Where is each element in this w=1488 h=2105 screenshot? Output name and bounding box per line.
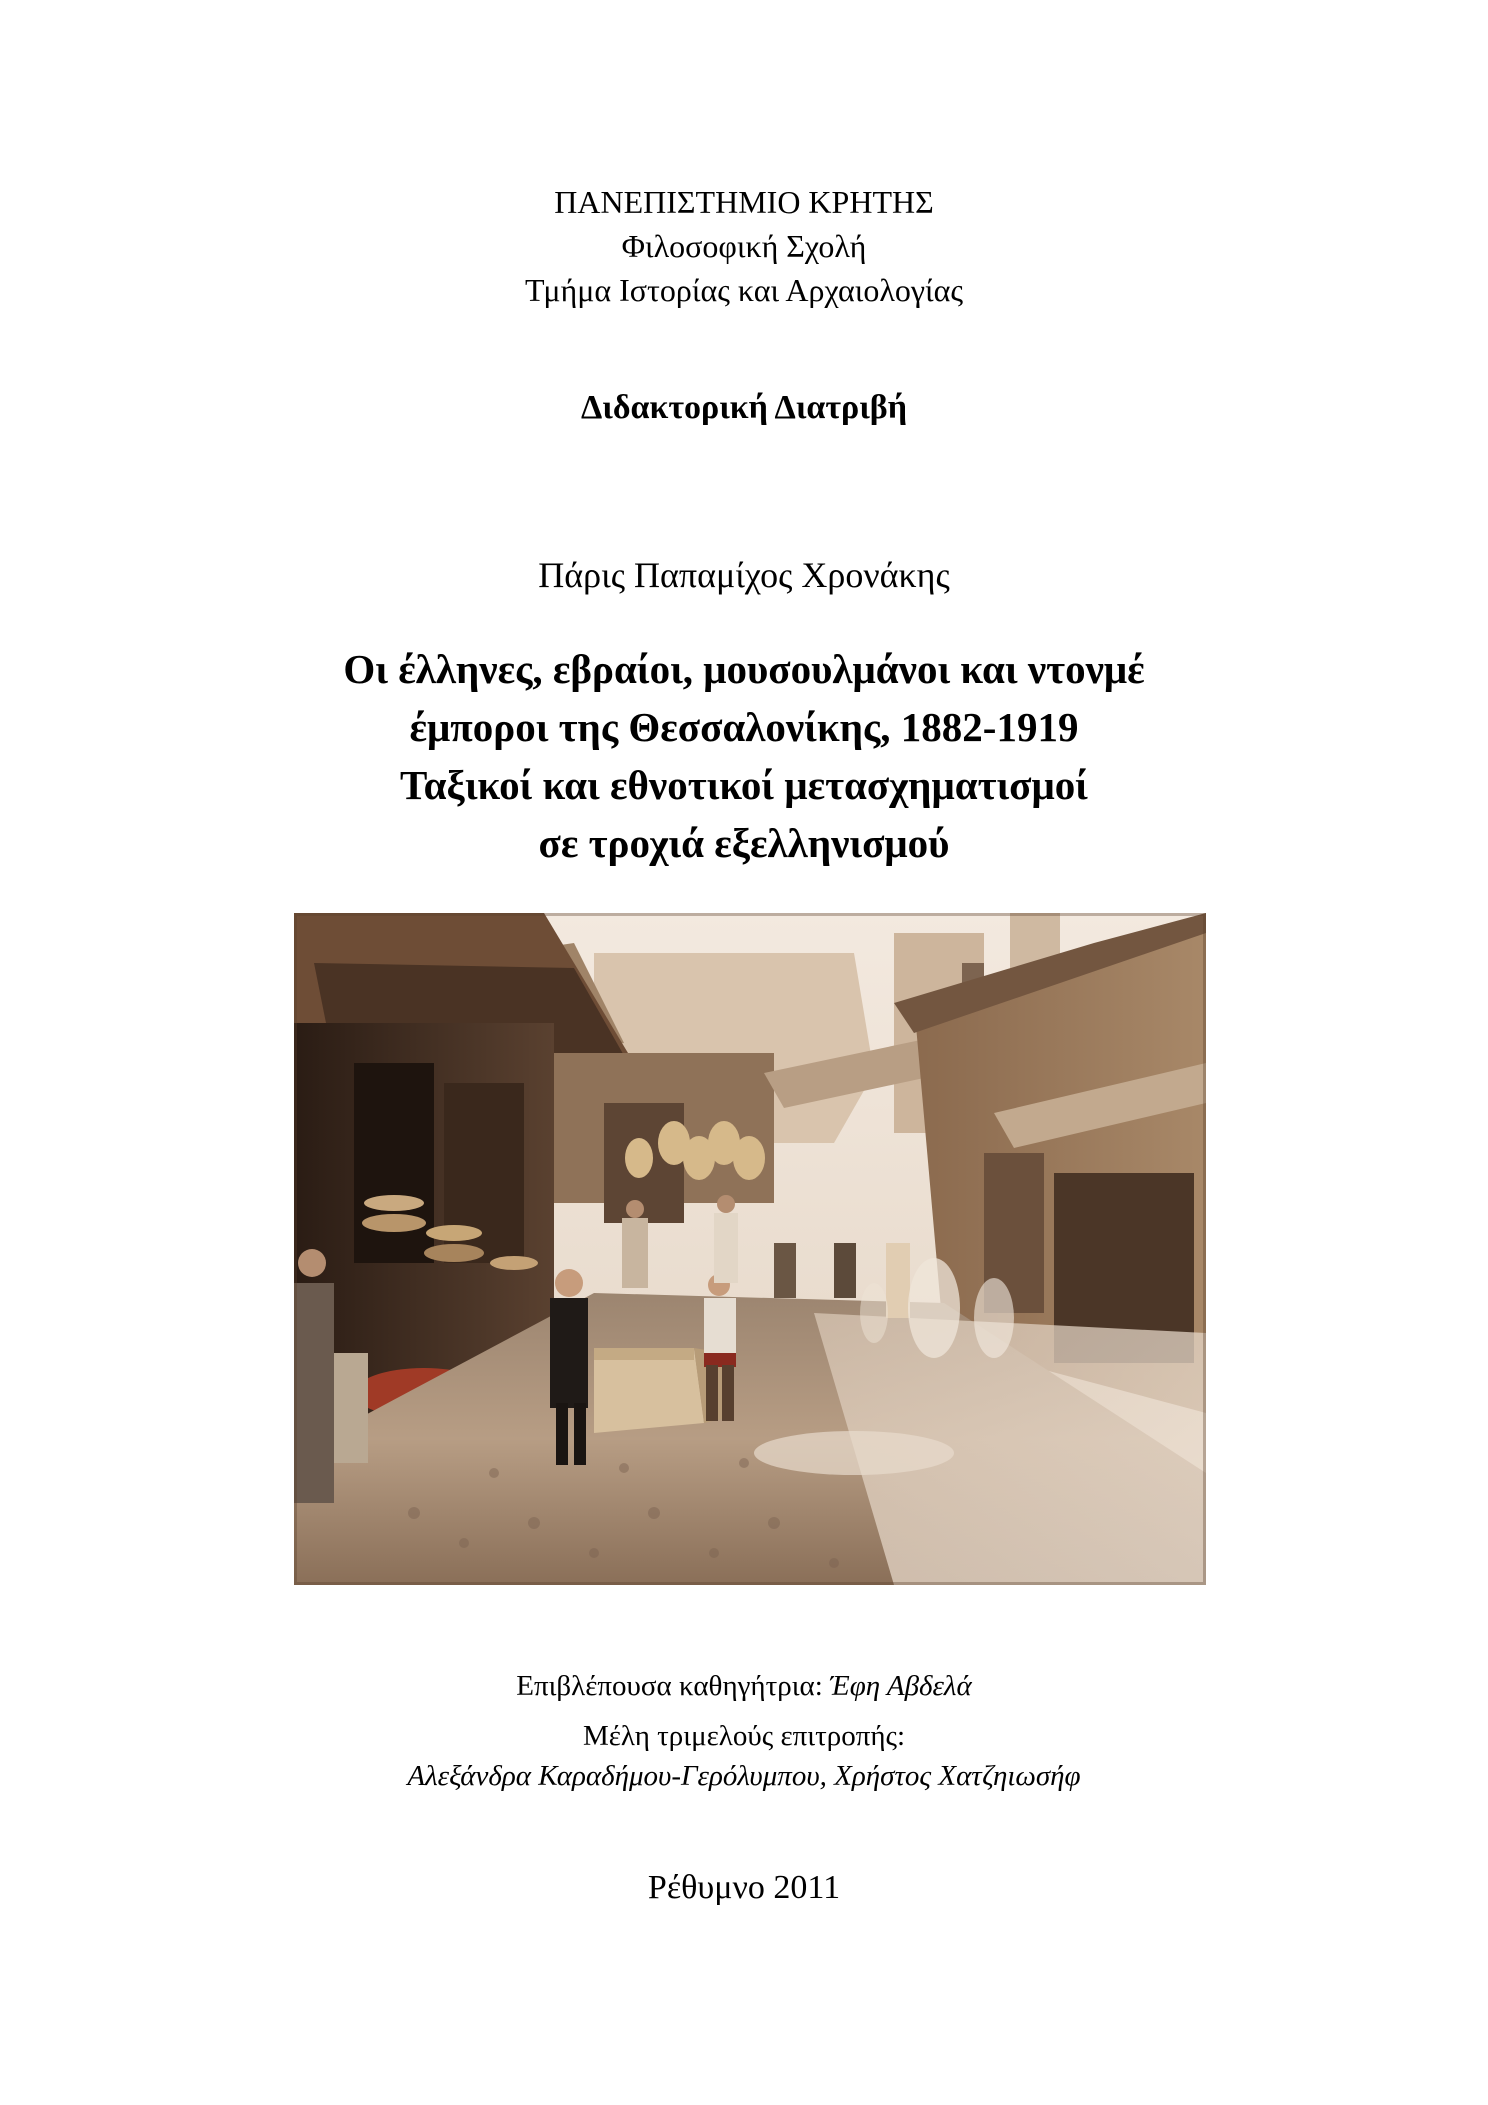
thesis-title bbox=[0, 640, 1488, 872]
author-name: Πάρις Παπαμίχος Χρονάκης bbox=[538, 555, 950, 595]
title-line-2: έμποροι της Θεσσαλονίκης, 1882-1919 bbox=[409, 704, 1079, 750]
supervisor-label: Επιβλέπουσα καθηγήτρια: bbox=[516, 1670, 831, 1702]
department-name: Τμήμα Ιστορίας και Αρχαιολογίας bbox=[524, 272, 964, 308]
supervisor-name: Έφη Αβδελά bbox=[830, 1670, 972, 1702]
supervisor-line bbox=[0, 1666, 1488, 1706]
school-name: Φιλοσοφική Σχολή bbox=[621, 228, 867, 264]
document-type: Διδακτορική Διατριβή bbox=[580, 389, 908, 426]
institution-block bbox=[0, 180, 1488, 312]
place-date: Ρέθυμνο 2011 bbox=[647, 1869, 841, 1906]
cover-photograph bbox=[294, 913, 1206, 1585]
university-name: ΠΑΝΕΠΙΣΤΗΜΙΟ ΚΡΗΤΗΣ bbox=[554, 184, 934, 220]
committee-label: Μέλη τριμελούς επιτροπής: bbox=[582, 1720, 906, 1752]
title-line-4: σε τροχιά εξελληνισμού bbox=[538, 820, 950, 866]
title-line-3: Ταξικοί και εθνοτικοί μετασχηματισμοί bbox=[400, 762, 1088, 808]
committee-names: Αλεξάνδρα Καραδήμου-Γερόλυμπου, Χρήστος Χατζηιωσήφ bbox=[407, 1760, 1081, 1792]
title-line-1: Οι έλληνες, εβραίοι, μουσουλμάνοι και ντονμέ bbox=[343, 646, 1145, 692]
